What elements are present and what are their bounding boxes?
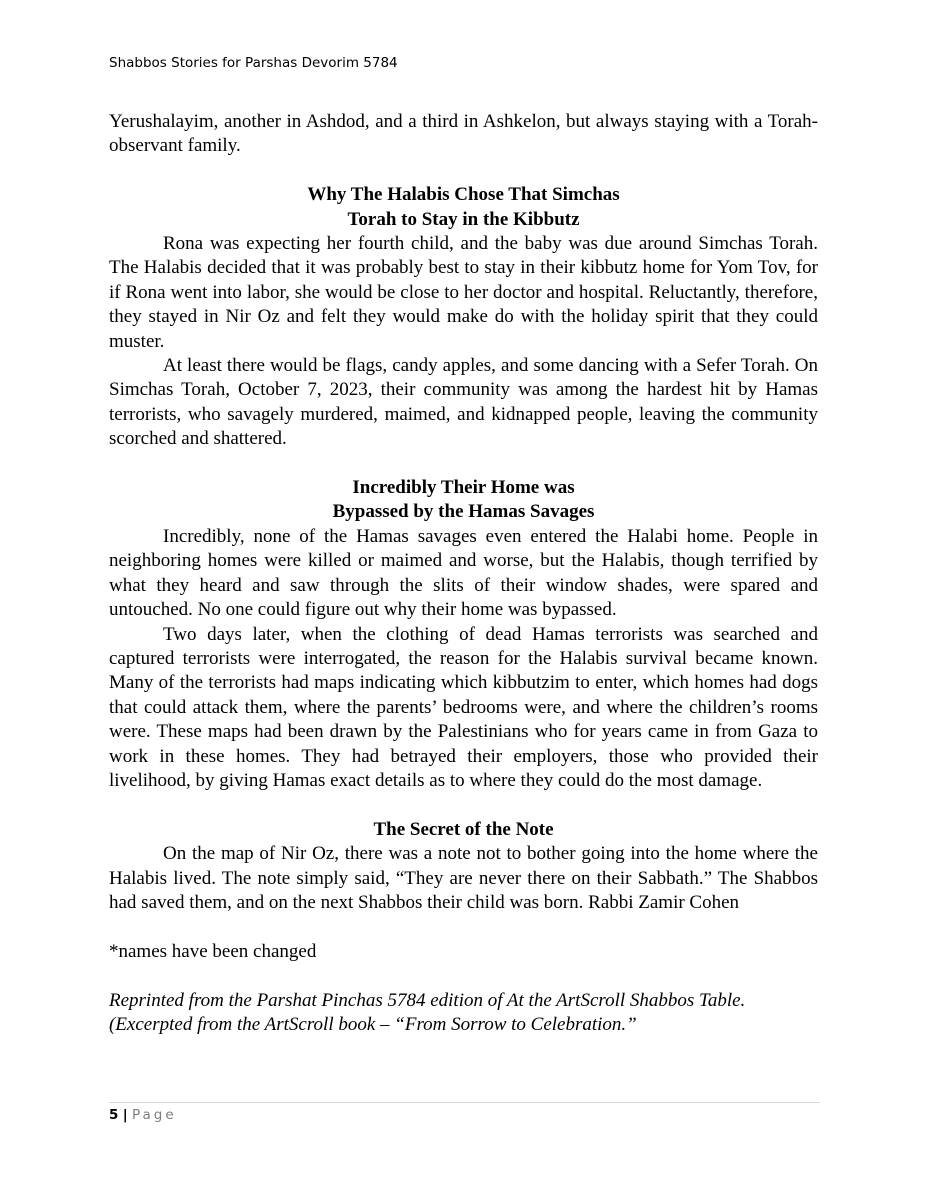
section-heading-line: Incredibly Their Home was xyxy=(352,477,575,499)
section-heading-line: Bypassed by the Hamas Savages xyxy=(332,501,595,523)
body-paragraph: Incredibly, none of the Hamas savages even entered the Halabi home. People in neighboring homes were killed or maimed and worse, but the Halabis, though terrified by what they heard and saw through the slits of their window shades, were spared and untouched. No one could figure out why their home was bypassed. xyxy=(109,525,818,621)
body-paragraph: Two days later, when the clothing of dead Hamas terrorists was searched and captured terrorists were interrogated, the reason for the Halabis survival became known. Many of the terrorists had maps indicating which kibbutzim to enter, which homes had dogs that could attack them, where the parents’ bedrooms were, and where the children’s rooms were. These maps had been drawn by the Palestinians who for years came in from Gaza to work in these homes. They had betrayed their employers, those who provided their livelihood, by giving Hamas exact details as to where they could do the most damage. xyxy=(109,623,818,791)
reprint-line: Reprinted from the Parshat Pinchas 5784 edition of At the ArtScroll Shabbos Table. xyxy=(109,989,746,1011)
body-paragraph: At least there would be flags, candy apples, and some dancing with a Sefer Torah. On Simchas Torah, October 7, 2023, their community was among the hardest hit by Hamas terrorists, who savagely murdered, maimed, and kidnapped people, leaving the community scorched and shattered. xyxy=(109,355,818,450)
spacer xyxy=(109,159,818,183)
section-heading-line: Why The Halabis Chose That Simchas xyxy=(307,184,620,206)
section-home-bypassed xyxy=(109,476,818,793)
spacer xyxy=(109,452,818,476)
reprint-credit xyxy=(109,989,818,1038)
section-heading-line: The Secret of the Note xyxy=(373,818,554,840)
running-header: Shabbos Stories for Parshas Devorim 5784 xyxy=(109,55,398,71)
section-secret-note xyxy=(109,818,818,916)
spacer xyxy=(109,964,818,988)
section-halabis-chose xyxy=(109,183,818,451)
footer-separator: | xyxy=(122,1107,128,1123)
reprint-line: (Excerpted from the ArtScroll book – “From Sorrow to Celebration.” xyxy=(109,1013,637,1035)
intro-paragraph: Yerushalayim, another in Ashdod, and a third in Ashkelon, but always staying with a Torah-observant family. xyxy=(109,111,818,157)
body-paragraph: On the map of Nir Oz, there was a note not to bother going into the home where the Halabis lived. The note simply said, “They are never there on their Sabbath.” The Shabbos had saved them, and on the next Shabbos their child was born. Rabbi Zamir Cohen xyxy=(109,843,818,913)
names-changed-note: *names have been changed xyxy=(109,940,317,962)
spacer xyxy=(109,793,818,817)
page-content xyxy=(109,110,818,1037)
page-number: 5 xyxy=(109,1107,119,1123)
body-paragraph: Rona was expecting her fourth child, and the baby was due around Simchas Torah. The Halabis decided that it was probably best to stay in their kibbutz home for Yom Tov, for if Rona went into labor, she would be close to her doctor and hospital. Reluctantly, therefore, they stayed in Nir Oz and felt they would make do with the holiday spirit that they could muster. xyxy=(109,233,818,352)
footer-divider xyxy=(109,1102,820,1103)
spacer xyxy=(109,915,818,939)
page-footer xyxy=(109,1107,177,1123)
page-label: Page xyxy=(131,1107,177,1123)
section-heading-line: Torah to Stay in the Kibbutz xyxy=(347,208,580,230)
